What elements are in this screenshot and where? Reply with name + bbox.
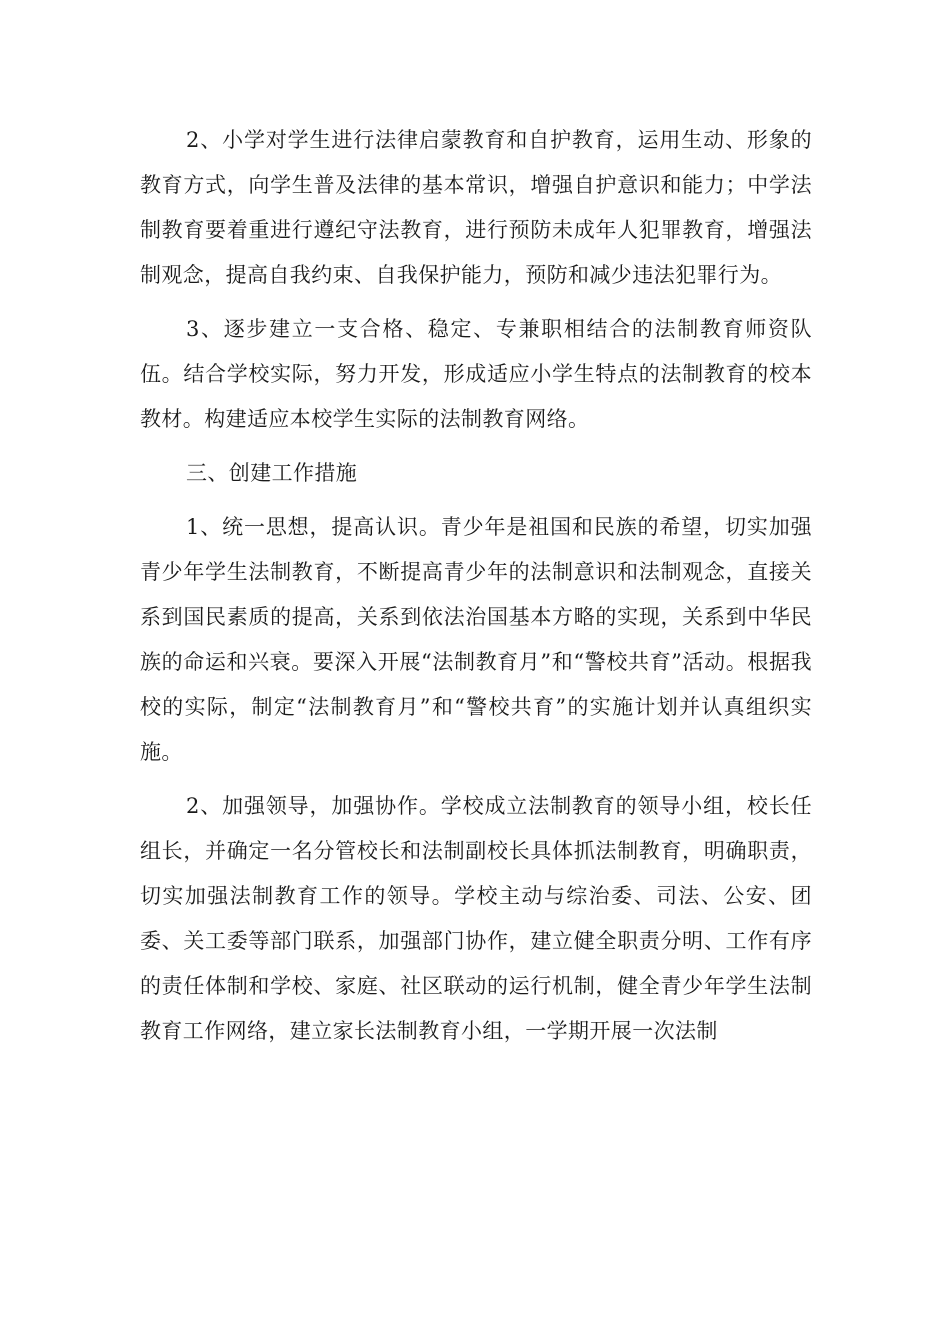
paragraph-goal-3: 3、逐步建立一支合格、稳定、专兼职相结合的法制教育师资队伍。结合学校实际，努力开发，形成适应小学生特点的法制教育的校本教材。构建适应本校学生实际的法制教育网络。 bbox=[140, 317, 812, 431]
paragraph-measure-1: 1、统一思想，提高认识。青少年是祖国和民族的希望，切实加强青少年学生法制教育，不断提高青少年的法制意识和法制观念，直接关系到国民素质的提高，关系到依法治国基本方略的实现，关系到中华民族的命运和兴衰。要深入开展“法制教育月”和“警校共育”活动。根据我校的实际，制定“法制教育月”和“警校共育”的实施计划并认真组织实施。 bbox=[140, 515, 812, 764]
document-body bbox=[140, 118, 812, 1063]
paragraph-goal-2: 2、小学对学生进行法律启蒙教育和自护教育，运用生动、形象的教育方式，向学生普及法律的基本常识，增强自护意识和能力；中学法制教育要着重进行遵纪守法教育，进行预防未成年人犯罪教育，增强法制观念，提高自我约束、自我保护能力，预防和减少违法犯罪行为。 bbox=[140, 128, 812, 287]
paragraph-measure-2: 2、加强领导，加强协作。学校成立法制教育的领导小组，校长任组长，并确定一名分管校长和法制副校长具体抓法制教育，明确职责，切实加强法制教育工作的领导。学校主动与综治委、司法、公安、团委、关工委等部门联系，加强部门协作，建立健全职责分明、工作有序的责任体制和学校、家庭、社区联动的运行机制，健全青少年学生法制教育工作网络，建立家长法制教育小组，一学期开展一次法制 bbox=[140, 794, 812, 1043]
section-heading: 三、创建工作措施 bbox=[186, 461, 358, 485]
